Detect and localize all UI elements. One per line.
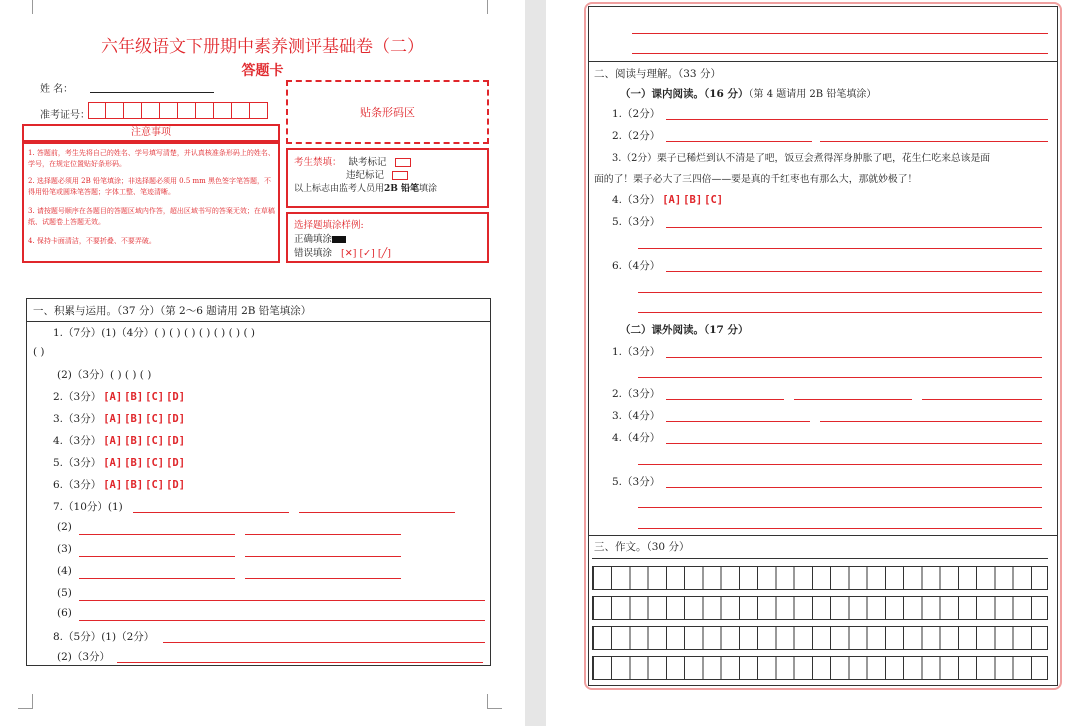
barcode-area (286, 80, 489, 144)
choice-q2[interactable] (53, 389, 185, 404)
sample-heading: 选择题填涂样例: (294, 220, 364, 231)
option-c[interactable]: [C] (145, 391, 165, 403)
option-c[interactable]: [C] (145, 413, 165, 425)
digit-box[interactable] (178, 102, 196, 119)
candidate-row (294, 154, 411, 168)
p2-q1-label: 1.（3分） (612, 346, 661, 358)
q7-6-answer-line[interactable] (79, 620, 485, 621)
candidate-note-prefix: 以上标志由监考人员用 (294, 184, 385, 194)
q7-3-answer-line[interactable] (245, 556, 401, 557)
choice-q6[interactable] (53, 477, 185, 492)
p2-q2-answer-line[interactable] (794, 399, 912, 400)
divider (588, 535, 1058, 536)
q1-line-cont[interactable]: ( ) (33, 346, 45, 358)
grid-top-rule (592, 558, 1048, 559)
continued-answer-line[interactable] (632, 33, 1048, 34)
candidate-note (294, 181, 437, 194)
option-d[interactable]: [D] (166, 479, 186, 491)
p2-q2-answer-line[interactable] (922, 399, 1042, 400)
part1-heading-row (620, 85, 876, 101)
candidate-note-bold: 2B 铅笔 (384, 184, 420, 194)
p1-q3-text: 3.（2分）栗子已稀烂到认不清是了吧，饭豆会煮得浑身肿胀了吧，花生仁吃来总该是面 (612, 153, 991, 164)
q1-2-line[interactable]: (2)（3分）( ) ( ) ( ) (57, 369, 152, 381)
digit-box[interactable] (142, 102, 160, 119)
correct-fill-sample (332, 236, 346, 243)
absent-label: 缺考标记 (348, 157, 387, 168)
q7-label: 7.（10分）(1) (53, 501, 123, 513)
choice-q-label: 6.（3分） (53, 479, 102, 491)
option-c[interactable]: [C] (145, 435, 165, 447)
q7-2-answer-line[interactable] (245, 534, 401, 535)
q1-line[interactable]: 1.（7分）(1)（4分）( ) ( ) ( ) ( ) ( ) ( ) ( ) (53, 327, 255, 339)
crop-mark (487, 694, 502, 709)
option-b[interactable]: [B] (124, 479, 144, 491)
answer-sheet-left-page (0, 0, 525, 726)
part2-heading: （二）课外阅读。（17 分） (620, 324, 749, 336)
p1-q4-label: 4.（3分） (612, 194, 661, 206)
digit-box[interactable] (124, 102, 142, 119)
p1-q1-answer-line[interactable] (666, 119, 1048, 120)
notice-heading: 注意事项 (131, 127, 171, 138)
p2-q4-answer-line[interactable] (666, 443, 1042, 444)
digit-box[interactable] (88, 102, 106, 119)
option-d[interactable]: [D] (166, 435, 186, 447)
digit-box[interactable] (250, 102, 268, 119)
p2-q5-answer-line[interactable] (638, 528, 1042, 529)
q8-1-answer-line[interactable] (163, 642, 485, 643)
p1-q2-answer-line[interactable] (820, 141, 1048, 142)
option-c[interactable]: [C] (145, 479, 165, 491)
option-b[interactable]: [B] (124, 457, 144, 469)
q8-label: 8.（5分）(1)（2分） (53, 631, 155, 643)
choice-q-label: 2.（3分） (53, 391, 102, 403)
q7-1-answer-line[interactable] (133, 512, 289, 513)
fill-sample-box (286, 212, 489, 263)
candidate-note-suffix: 填涂 (419, 184, 438, 194)
p2-q1-answer-line[interactable] (638, 377, 1042, 378)
p2-q5-label: 5.（3分） (612, 476, 661, 488)
p1-q6-answer-line[interactable] (666, 271, 1042, 272)
option-a[interactable]: [A] (103, 479, 123, 491)
q8-2-answer-line[interactable] (117, 662, 483, 663)
option-a[interactable]: [A] (662, 194, 682, 206)
q7-1-answer-line[interactable] (299, 512, 455, 513)
continued-answer-line[interactable] (632, 53, 1048, 54)
digit-box[interactable] (214, 102, 232, 119)
p2-q2-label: 2.（3分） (612, 388, 661, 400)
section3-heading: 三、作文。（30 分） (594, 541, 690, 553)
option-d[interactable]: [D] (166, 413, 186, 425)
digit-box[interactable] (106, 102, 124, 119)
crop-mark (18, 0, 33, 14)
option-b[interactable]: [B] (124, 413, 144, 425)
option-b[interactable]: [B] (683, 194, 703, 206)
p2-q3-answer-line[interactable] (820, 421, 1042, 422)
correct-row (294, 231, 346, 245)
p1-q6-label: 6.（4分） (612, 260, 661, 272)
wrong-marks: [✕] [✓] [╱] (341, 248, 391, 259)
composition-grid-row[interactable] (592, 566, 1048, 590)
composition-grid-row[interactable] (592, 596, 1048, 620)
p2-q2-answer-line[interactable] (666, 399, 784, 400)
q7-4-answer-line[interactable] (79, 578, 235, 579)
divider (27, 321, 490, 322)
p1-q3-text-cont: 面的了！栗子必大了三四倍——要是真的千红枣也有那么大，那就妙极了！ (594, 174, 918, 185)
p1-q5-answer-line[interactable] (638, 248, 1042, 249)
p2-q3-label: 3.（4分） (612, 410, 661, 422)
p2-q4-answer-line[interactable] (638, 464, 1042, 465)
exam-number-label: 准考证号： (40, 110, 90, 121)
p1-q2-label: 2.（2分） (612, 130, 661, 142)
composition-grid-row[interactable] (592, 656, 1048, 680)
q7-sub-label: (2) (57, 521, 72, 533)
option-b[interactable]: [B] (124, 391, 144, 403)
composition-grid-row[interactable] (592, 626, 1048, 650)
divider (588, 61, 1058, 62)
p1-q4[interactable] (612, 192, 723, 207)
p2-q3-answer-line[interactable] (666, 421, 810, 422)
p1-q6-answer-line[interactable] (638, 312, 1042, 313)
q8-2-label: (2)（3分） (57, 651, 111, 663)
crop-mark (487, 0, 502, 14)
violation-label: 违纪标记 (346, 170, 385, 181)
wrong-row (294, 245, 391, 259)
option-c[interactable]: [C] (704, 194, 724, 206)
p2-q1-answer-line[interactable] (666, 357, 1042, 358)
q7-3-answer-line[interactable] (79, 556, 235, 557)
option-a[interactable]: [A] (103, 391, 123, 403)
choice-q-label: 3.（3分） (53, 413, 102, 425)
choice-q3[interactable] (53, 411, 185, 426)
part1-note: （第 4 题请用 2B 铅笔填涂） (748, 89, 877, 100)
notice-item: 4. 保持卡面清洁，不要折叠、不要弄破。 (28, 237, 156, 245)
option-a[interactable]: [A] (103, 435, 123, 447)
p1-q5-answer-line[interactable] (666, 227, 1042, 228)
notice-box (22, 142, 280, 263)
sheet-title: 六年级语文下册期中素养测评基础卷（二） (101, 37, 424, 57)
notice-item: 2. 选择题必须用 2B 铅笔填涂；非选择题必须用 0.5 mm 黑色签字笔答题，不得用铅笔或圆珠笔答题；字体工整、笔迹清晰。 (28, 177, 272, 196)
candidate-label: 考生禁填： (294, 157, 342, 168)
crop-mark (18, 694, 33, 709)
part1-heading: （一）课内阅读。（16 分） (620, 88, 749, 100)
q7-sub-label: (6) (57, 607, 72, 619)
correct-label: 正确填涂 (294, 234, 333, 245)
name-label: 姓 名： (40, 84, 74, 95)
option-d[interactable]: [D] (166, 391, 186, 403)
digit-box[interactable] (160, 102, 178, 119)
notice-item: 1. 答题前，考生先将自己的姓名、学号填写清楚，并认真核准条形码上的姓名、学号，在规定位置贴好条形码。 (28, 149, 275, 168)
digit-box[interactable] (232, 102, 250, 119)
p1-q1-label: 1.（2分） (612, 108, 661, 120)
wrong-label: 错误填涂 (294, 248, 333, 259)
q7-sub-label: (3) (57, 543, 72, 555)
violation-mark-box[interactable] (392, 171, 408, 180)
choice-q4[interactable] (53, 433, 185, 448)
digit-box[interactable] (196, 102, 214, 119)
option-c[interactable]: [C] (145, 457, 165, 469)
section2-heading: 二、阅读与理解。（33 分） (594, 68, 721, 80)
name-field[interactable] (90, 92, 214, 93)
absent-mark-box[interactable] (395, 158, 411, 167)
section1-heading: 一、积累与运用。（37 分）（第 2～6 题请用 2B 铅笔填涂） (33, 305, 312, 317)
notice-item: 3. 请按题号顺序在各题目的答题区域内作答，超出区域书写的答案无效；在草稿纸、试题卷上答题无效。 (28, 207, 275, 226)
violation-row (346, 167, 408, 181)
q7-sub-label: (5) (57, 587, 72, 599)
option-a[interactable]: [A] (103, 413, 123, 425)
candidate-box (286, 148, 489, 208)
choice-q5[interactable] (53, 455, 185, 470)
p2-q5-answer-line[interactable] (638, 507, 1042, 508)
notice-heading-box (22, 124, 280, 142)
barcode-label: 贴条形码区 (360, 106, 415, 119)
q7-sub-label: (4) (57, 565, 72, 577)
p2-q5-answer-line[interactable] (666, 487, 1042, 488)
option-d[interactable]: [D] (166, 457, 186, 469)
option-b[interactable]: [B] (124, 435, 144, 447)
exam-number-boxes[interactable] (88, 102, 268, 119)
part2-heading-row (620, 322, 749, 337)
p1-q6-answer-line[interactable] (638, 292, 1042, 293)
section1-box (26, 298, 491, 666)
p2-q4-label: 4.（4分） (612, 432, 661, 444)
p1-q5-label: 5.（3分） (612, 216, 661, 228)
choice-q-label: 5.（3分） (53, 457, 102, 469)
p1-q2-answer-line[interactable] (666, 141, 812, 142)
q7-5-answer-line[interactable] (79, 600, 485, 601)
q7-2-answer-line[interactable] (79, 534, 235, 535)
q7-4-answer-line[interactable] (245, 578, 401, 579)
sheet-subtitle: 答题卡 (241, 63, 284, 79)
choice-q-label: 4.（3分） (53, 435, 102, 447)
option-a[interactable]: [A] (103, 457, 123, 469)
